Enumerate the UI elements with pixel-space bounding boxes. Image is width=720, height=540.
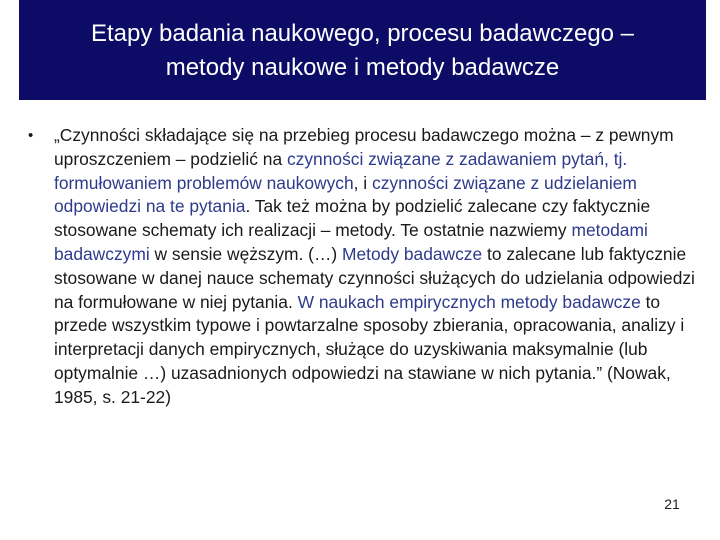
highlighted-term: Metody badawcze <box>341 243 483 264</box>
bullet-point-icon: • <box>28 127 34 144</box>
highlighted-term: czynności związane z zadawaniem pytań, tj. formułowaniem problemów naukowych <box>54 148 628 193</box>
bullet-item <box>28 124 708 410</box>
slide-title-line-1: Etapy badania naukowego, procesu badawczego – <box>90 20 635 47</box>
slide-title-bar <box>19 0 706 100</box>
quote-segment: . Tak też można by podzielić zalecane czy faktycznie stosowane schematy ich realizacji – metody. Te ostatnie nazwiemy <box>54 196 651 241</box>
quote-segment: , i <box>353 172 372 193</box>
quote-segment: to zalecane lub faktycznie stosowane w danej nauce schematy czynności służących do udzielania odpowiedzi na formułowane w niej pytania. <box>54 243 695 312</box>
quote-segment: to przede wszystkim typowe i powtarzalne sposoby zbierania, opracowania, analizy i interpretacji danych empirycznych, służące do uzyskiwania maksymalnie (lub optymalnie …) uzasadnionych odpowiedzi na stawiane w nich pytania.” (Nowak, 1985, s. 21-22) <box>54 291 685 407</box>
highlighted-term: W naukach empirycznych metody badawcze <box>297 291 641 312</box>
slide-title-line-2: metody naukowe i metody badawcze <box>165 54 560 81</box>
page-number: 21 <box>664 496 680 512</box>
highlighted-term: czynności związane z udzielaniem odpowiedzi na te pytania <box>54 172 637 217</box>
slide-title <box>91 15 634 85</box>
quote-segment: „Czynności składające się na przebieg procesu badawczego można – z pewnym uproszczeniem – podzielić na <box>54 125 674 169</box>
quote-paragraph <box>54 124 708 410</box>
quote-segment: w sensie węższym. (…) <box>149 243 342 264</box>
highlighted-term: metodami badawczymi <box>54 220 648 264</box>
